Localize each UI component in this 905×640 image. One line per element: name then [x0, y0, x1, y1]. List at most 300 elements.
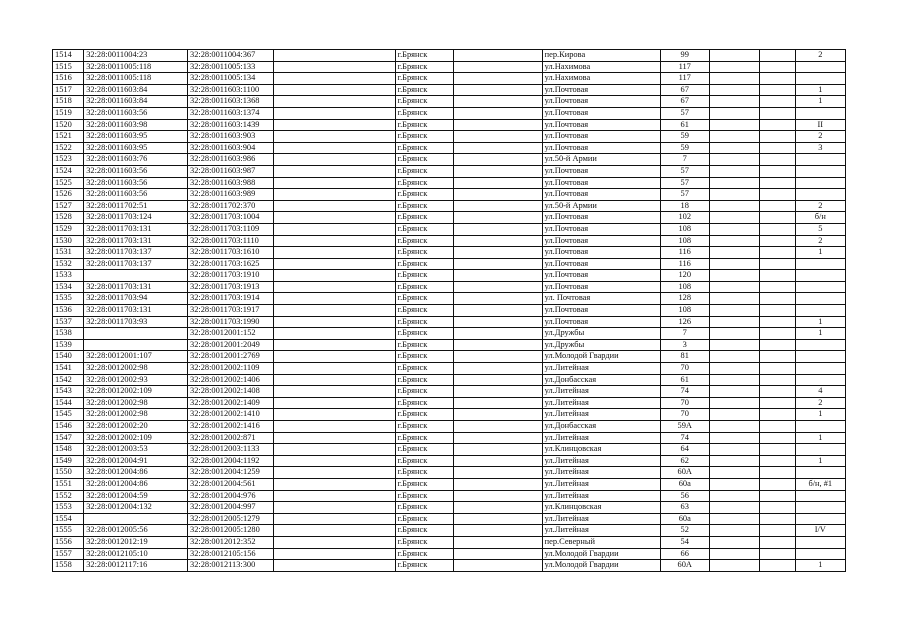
city: г.Брянск [395, 374, 453, 386]
cadastral-number: 32:28:0011603:988 [188, 177, 274, 189]
cadastral-quarter: 32:28:0011703:131 [84, 281, 188, 293]
apartment: II [795, 119, 845, 131]
row-number: 1545 [53, 409, 84, 421]
row-number: 1535 [53, 293, 84, 305]
apartment: 1 [795, 432, 845, 444]
apartment [795, 513, 845, 525]
table-row [53, 270, 846, 282]
cadastral-quarter: 32:28:0012003:53 [84, 444, 188, 456]
row-number: 1525 [53, 177, 84, 189]
blank-cell [454, 316, 543, 328]
apartment: б/н, #1 [795, 478, 845, 490]
house-number: 116 [660, 258, 709, 270]
row-number: 1550 [53, 467, 84, 479]
blank-column-2 [709, 386, 759, 398]
blank-column-3 [760, 235, 795, 247]
apartment: 2 [795, 50, 845, 62]
blank-column [273, 560, 395, 572]
street: ул.Дружбы [542, 328, 660, 340]
house-number: 70 [660, 409, 709, 421]
blank-cell [454, 61, 543, 73]
blank-column [273, 154, 395, 166]
apartment [795, 270, 845, 282]
blank-column-2 [709, 165, 759, 177]
blank-cell [454, 374, 543, 386]
row-number: 1518 [53, 96, 84, 108]
blank-column-3 [760, 351, 795, 363]
blank-column-2 [709, 502, 759, 514]
house-number: 126 [660, 316, 709, 328]
street: ул.Почтовая [542, 270, 660, 282]
house-number: 57 [660, 177, 709, 189]
city: г.Брянск [395, 421, 453, 433]
house-number: 70 [660, 363, 709, 375]
table-row [53, 560, 846, 572]
cadastral-quarter: 32:28:0011703:137 [84, 247, 188, 259]
blank-column-2 [709, 177, 759, 189]
table-row [53, 96, 846, 108]
blank-column [273, 397, 395, 409]
blank-column-3 [760, 177, 795, 189]
blank-column-2 [709, 96, 759, 108]
cadastral-quarter: 32:28:0011004:23 [84, 50, 188, 62]
blank-cell [454, 444, 543, 456]
table-row [53, 525, 846, 537]
blank-cell [454, 478, 543, 490]
row-number: 1542 [53, 374, 84, 386]
table-row [53, 397, 846, 409]
blank-column [273, 293, 395, 305]
cadastral-number: 32:28:0012002:1406 [188, 374, 274, 386]
cadastral-quarter: 32:28:0011703:94 [84, 293, 188, 305]
city: г.Брянск [395, 154, 453, 166]
blank-column [273, 409, 395, 421]
blank-column-3 [760, 409, 795, 421]
blank-column [273, 374, 395, 386]
blank-column [273, 502, 395, 514]
table-row [53, 328, 846, 340]
blank-column-3 [760, 50, 795, 62]
cadastral-number: 32:28:0011004:367 [188, 50, 274, 62]
blank-column-3 [760, 548, 795, 560]
blank-column-3 [760, 525, 795, 537]
blank-column [273, 270, 395, 282]
cadastral-quarter: 32:28:0012002:98 [84, 409, 188, 421]
table-row [53, 131, 846, 143]
blank-column-2 [709, 444, 759, 456]
cadastral-quarter: 32:28:0011702:51 [84, 200, 188, 212]
house-number: 61 [660, 374, 709, 386]
blank-column-3 [760, 165, 795, 177]
cadastral-number: 32:28:0011703:1110 [188, 235, 274, 247]
blank-column-3 [760, 490, 795, 502]
cadastral-number: 32:28:0011703:1917 [188, 305, 274, 317]
city: г.Брянск [395, 316, 453, 328]
table-row [53, 293, 846, 305]
house-number: 128 [660, 293, 709, 305]
apartment [795, 189, 845, 201]
city: г.Брянск [395, 328, 453, 340]
street: ул.Литейная [542, 386, 660, 398]
blank-cell [454, 409, 543, 421]
blank-cell [454, 351, 543, 363]
cadastral-quarter: 32:28:0012002:20 [84, 421, 188, 433]
street: ул.Почтовая [542, 84, 660, 96]
house-number: 52 [660, 525, 709, 537]
city: г.Брянск [395, 502, 453, 514]
blank-column-2 [709, 467, 759, 479]
blank-column-2 [709, 61, 759, 73]
street: ул.Литейная [542, 525, 660, 537]
cadastral-quarter [84, 339, 188, 351]
blank-column [273, 189, 395, 201]
blank-cell [454, 50, 543, 62]
cadastral-number: 32:28:0011603:1439 [188, 119, 274, 131]
apartment: 2 [795, 235, 845, 247]
blank-column-2 [709, 560, 759, 572]
blank-column-3 [760, 421, 795, 433]
blank-column-3 [760, 107, 795, 119]
property-register-table [52, 49, 846, 572]
table-row [53, 421, 846, 433]
blank-cell [454, 96, 543, 108]
cadastral-quarter: 32:28:0012002:109 [84, 432, 188, 444]
apartment: б/н [795, 212, 845, 224]
table-row [53, 142, 846, 154]
table-row [53, 409, 846, 421]
city: г.Брянск [395, 444, 453, 456]
apartment [795, 107, 845, 119]
table-row [53, 50, 846, 62]
blank-cell [454, 386, 543, 398]
cadastral-quarter: 32:28:0011703:124 [84, 212, 188, 224]
cadastral-quarter: 32:28:0011703:131 [84, 235, 188, 247]
cadastral-number: 32:28:0011603:904 [188, 142, 274, 154]
blank-column-3 [760, 305, 795, 317]
blank-cell [454, 421, 543, 433]
cadastral-number: 32:28:0011005:133 [188, 61, 274, 73]
street: ул.Молодой Гвардии [542, 548, 660, 560]
row-number: 1527 [53, 200, 84, 212]
cadastral-number: 32:28:0012001:2049 [188, 339, 274, 351]
house-number: 60А [660, 560, 709, 572]
street: ул.Почтовая [542, 119, 660, 131]
table-row [53, 386, 846, 398]
street: ул.Дружбы [542, 339, 660, 351]
cadastral-quarter: 32:28:0011603:56 [84, 165, 188, 177]
apartment [795, 490, 845, 502]
cadastral-number: 32:28:0012005:1279 [188, 513, 274, 525]
street: ул.Литейная [542, 490, 660, 502]
cadastral-number: 32:28:0011603:1374 [188, 107, 274, 119]
city: г.Брянск [395, 212, 453, 224]
street: ул.Почтовая [542, 165, 660, 177]
city: г.Брянск [395, 200, 453, 212]
house-number: 60а [660, 513, 709, 525]
cadastral-number: 32:28:0012002:1410 [188, 409, 274, 421]
cadastral-number: 32:28:0011703:1914 [188, 293, 274, 305]
blank-column-3 [760, 258, 795, 270]
city: г.Брянск [395, 142, 453, 154]
blank-column-3 [760, 478, 795, 490]
house-number: 7 [660, 328, 709, 340]
blank-cell [454, 107, 543, 119]
cadastral-number: 32:28:0012002:871 [188, 432, 274, 444]
cadastral-quarter [84, 513, 188, 525]
row-number: 1541 [53, 363, 84, 375]
blank-column [273, 421, 395, 433]
city: г.Брянск [395, 386, 453, 398]
street: ул.Литейная [542, 513, 660, 525]
blank-column-2 [709, 490, 759, 502]
cadastral-number: 32:28:0011703:1910 [188, 270, 274, 282]
cadastral-quarter: 32:28:0011603:76 [84, 154, 188, 166]
row-number: 1553 [53, 502, 84, 514]
cadastral-quarter: 32:28:0011603:56 [84, 107, 188, 119]
cadastral-quarter: 32:28:0012004:59 [84, 490, 188, 502]
blank-column-2 [709, 305, 759, 317]
cadastral-quarter: 32:28:0012002:93 [84, 374, 188, 386]
blank-cell [454, 397, 543, 409]
blank-column-3 [760, 131, 795, 143]
street: ул.Почтовая [542, 305, 660, 317]
cadastral-number: 32:28:0012001:152 [188, 328, 274, 340]
cadastral-quarter: 32:28:0011603:84 [84, 84, 188, 96]
apartment [795, 293, 845, 305]
city: г.Брянск [395, 119, 453, 131]
house-number: 62 [660, 455, 709, 467]
table-row [53, 119, 846, 131]
blank-column [273, 142, 395, 154]
street: ул.Донбасская [542, 374, 660, 386]
row-number: 1543 [53, 386, 84, 398]
cadastral-quarter: 32:28:0011603:84 [84, 96, 188, 108]
apartment [795, 165, 845, 177]
house-number: 56 [660, 490, 709, 502]
blank-cell [454, 142, 543, 154]
apartment [795, 467, 845, 479]
cadastral-number: 32:28:0011703:1109 [188, 223, 274, 235]
blank-column-3 [760, 397, 795, 409]
blank-column [273, 467, 395, 479]
house-number: 3 [660, 339, 709, 351]
cadastral-quarter: 32:28:0012004:86 [84, 478, 188, 490]
cadastral-number: 32:28:0011703:1610 [188, 247, 274, 259]
blank-column-2 [709, 478, 759, 490]
city: г.Брянск [395, 177, 453, 189]
blank-cell [454, 328, 543, 340]
cadastral-number: 32:28:0011005:134 [188, 73, 274, 85]
table-row [53, 61, 846, 73]
blank-column [273, 363, 395, 375]
blank-column-3 [760, 339, 795, 351]
blank-column-2 [709, 212, 759, 224]
row-number: 1558 [53, 560, 84, 572]
house-number: 67 [660, 84, 709, 96]
street: ул.Литейная [542, 455, 660, 467]
row-number: 1548 [53, 444, 84, 456]
blank-column-2 [709, 247, 759, 259]
cadastral-number: 32:28:0011703:1004 [188, 212, 274, 224]
blank-column-2 [709, 513, 759, 525]
blank-column-2 [709, 223, 759, 235]
blank-cell [454, 455, 543, 467]
city: г.Брянск [395, 467, 453, 479]
blank-cell [454, 502, 543, 514]
cadastral-number: 32:28:0011703:1990 [188, 316, 274, 328]
blank-cell [454, 177, 543, 189]
city: г.Брянск [395, 339, 453, 351]
blank-cell [454, 270, 543, 282]
row-number: 1534 [53, 281, 84, 293]
blank-column-3 [760, 328, 795, 340]
cadastral-number: 32:28:0011702:370 [188, 200, 274, 212]
street: ул.Клинцовская [542, 502, 660, 514]
street: ул.Нахимова [542, 61, 660, 73]
blank-column [273, 107, 395, 119]
blank-column [273, 351, 395, 363]
table-row [53, 316, 846, 328]
table-row [53, 212, 846, 224]
apartment [795, 444, 845, 456]
apartment: 1 [795, 96, 845, 108]
row-number: 1547 [53, 432, 84, 444]
blank-column-2 [709, 270, 759, 282]
row-number: 1533 [53, 270, 84, 282]
house-number: 57 [660, 189, 709, 201]
cadastral-number: 32:28:0011703:1625 [188, 258, 274, 270]
blank-column-2 [709, 189, 759, 201]
city: г.Брянск [395, 525, 453, 537]
house-number: 59 [660, 131, 709, 143]
blank-column [273, 548, 395, 560]
city: г.Брянск [395, 96, 453, 108]
cadastral-number: 32:28:0012005:1280 [188, 525, 274, 537]
apartment: 2 [795, 397, 845, 409]
city: г.Брянск [395, 293, 453, 305]
street: ул.Почтовая [542, 258, 660, 270]
apartment: 4 [795, 386, 845, 398]
blank-column-2 [709, 525, 759, 537]
house-number: 60А [660, 467, 709, 479]
city: г.Брянск [395, 270, 453, 282]
cadastral-number: 32:28:0012004:1192 [188, 455, 274, 467]
row-number: 1529 [53, 223, 84, 235]
row-number: 1519 [53, 107, 84, 119]
blank-column-2 [709, 107, 759, 119]
street: ул.Почтовая [542, 107, 660, 119]
blank-column-3 [760, 513, 795, 525]
blank-column-2 [709, 351, 759, 363]
blank-column [273, 235, 395, 247]
blank-column-2 [709, 119, 759, 131]
city: г.Брянск [395, 478, 453, 490]
row-number: 1539 [53, 339, 84, 351]
city: г.Брянск [395, 84, 453, 96]
row-number: 1536 [53, 305, 84, 317]
blank-column [273, 177, 395, 189]
cadastral-number: 32:28:0012002:1416 [188, 421, 274, 433]
apartment: 1 [795, 560, 845, 572]
blank-cell [454, 305, 543, 317]
city: г.Брянск [395, 281, 453, 293]
row-number: 1549 [53, 455, 84, 467]
blank-cell [454, 560, 543, 572]
table-row [53, 165, 846, 177]
street: пер.Кирова [542, 50, 660, 62]
street: ул.Почтовая [542, 131, 660, 143]
house-number: 67 [660, 96, 709, 108]
blank-column [273, 212, 395, 224]
blank-cell [454, 223, 543, 235]
street: ул.Почтовая [542, 142, 660, 154]
cadastral-number: 32:28:0011603:1368 [188, 96, 274, 108]
cadastral-quarter: 32:28:0012004:91 [84, 455, 188, 467]
blank-column-2 [709, 154, 759, 166]
street: ул.Литейная [542, 467, 660, 479]
blank-cell [454, 467, 543, 479]
apartment: 2 [795, 200, 845, 212]
blank-column [273, 536, 395, 548]
house-number: 117 [660, 61, 709, 73]
register-sheet [52, 49, 846, 572]
blank-column-2 [709, 421, 759, 433]
blank-column-3 [760, 444, 795, 456]
street: ул.Молодой Гвардии [542, 560, 660, 572]
row-number: 1544 [53, 397, 84, 409]
row-number: 1526 [53, 189, 84, 201]
blank-column [273, 305, 395, 317]
cadastral-quarter: 32:28:0011703:93 [84, 316, 188, 328]
city: г.Брянск [395, 131, 453, 143]
house-number: 54 [660, 536, 709, 548]
cadastral-quarter: 32:28:0011603:95 [84, 131, 188, 143]
house-number: 108 [660, 305, 709, 317]
cadastral-number: 32:28:0012113:300 [188, 560, 274, 572]
apartment [795, 502, 845, 514]
house-number: 64 [660, 444, 709, 456]
city: г.Брянск [395, 247, 453, 259]
row-number: 1521 [53, 131, 84, 143]
blank-column-2 [709, 328, 759, 340]
row-number: 1546 [53, 421, 84, 433]
apartment [795, 363, 845, 375]
row-number: 1557 [53, 548, 84, 560]
blank-column-3 [760, 374, 795, 386]
blank-column [273, 455, 395, 467]
blank-column [273, 96, 395, 108]
row-number: 1524 [53, 165, 84, 177]
cadastral-number: 32:28:0011603:903 [188, 131, 274, 143]
city: г.Брянск [395, 548, 453, 560]
blank-column-2 [709, 281, 759, 293]
table-row [53, 548, 846, 560]
blank-column-3 [760, 270, 795, 282]
row-number: 1523 [53, 154, 84, 166]
apartment: 1 [795, 328, 845, 340]
city: г.Брянск [395, 351, 453, 363]
street: ул.Нахимова [542, 73, 660, 85]
blank-column [273, 131, 395, 143]
street: ул.Литейная [542, 363, 660, 375]
house-number: 57 [660, 107, 709, 119]
blank-column [273, 223, 395, 235]
blank-column [273, 478, 395, 490]
house-number: 120 [660, 270, 709, 282]
blank-column-3 [760, 386, 795, 398]
cadastral-quarter [84, 328, 188, 340]
row-number: 1537 [53, 316, 84, 328]
